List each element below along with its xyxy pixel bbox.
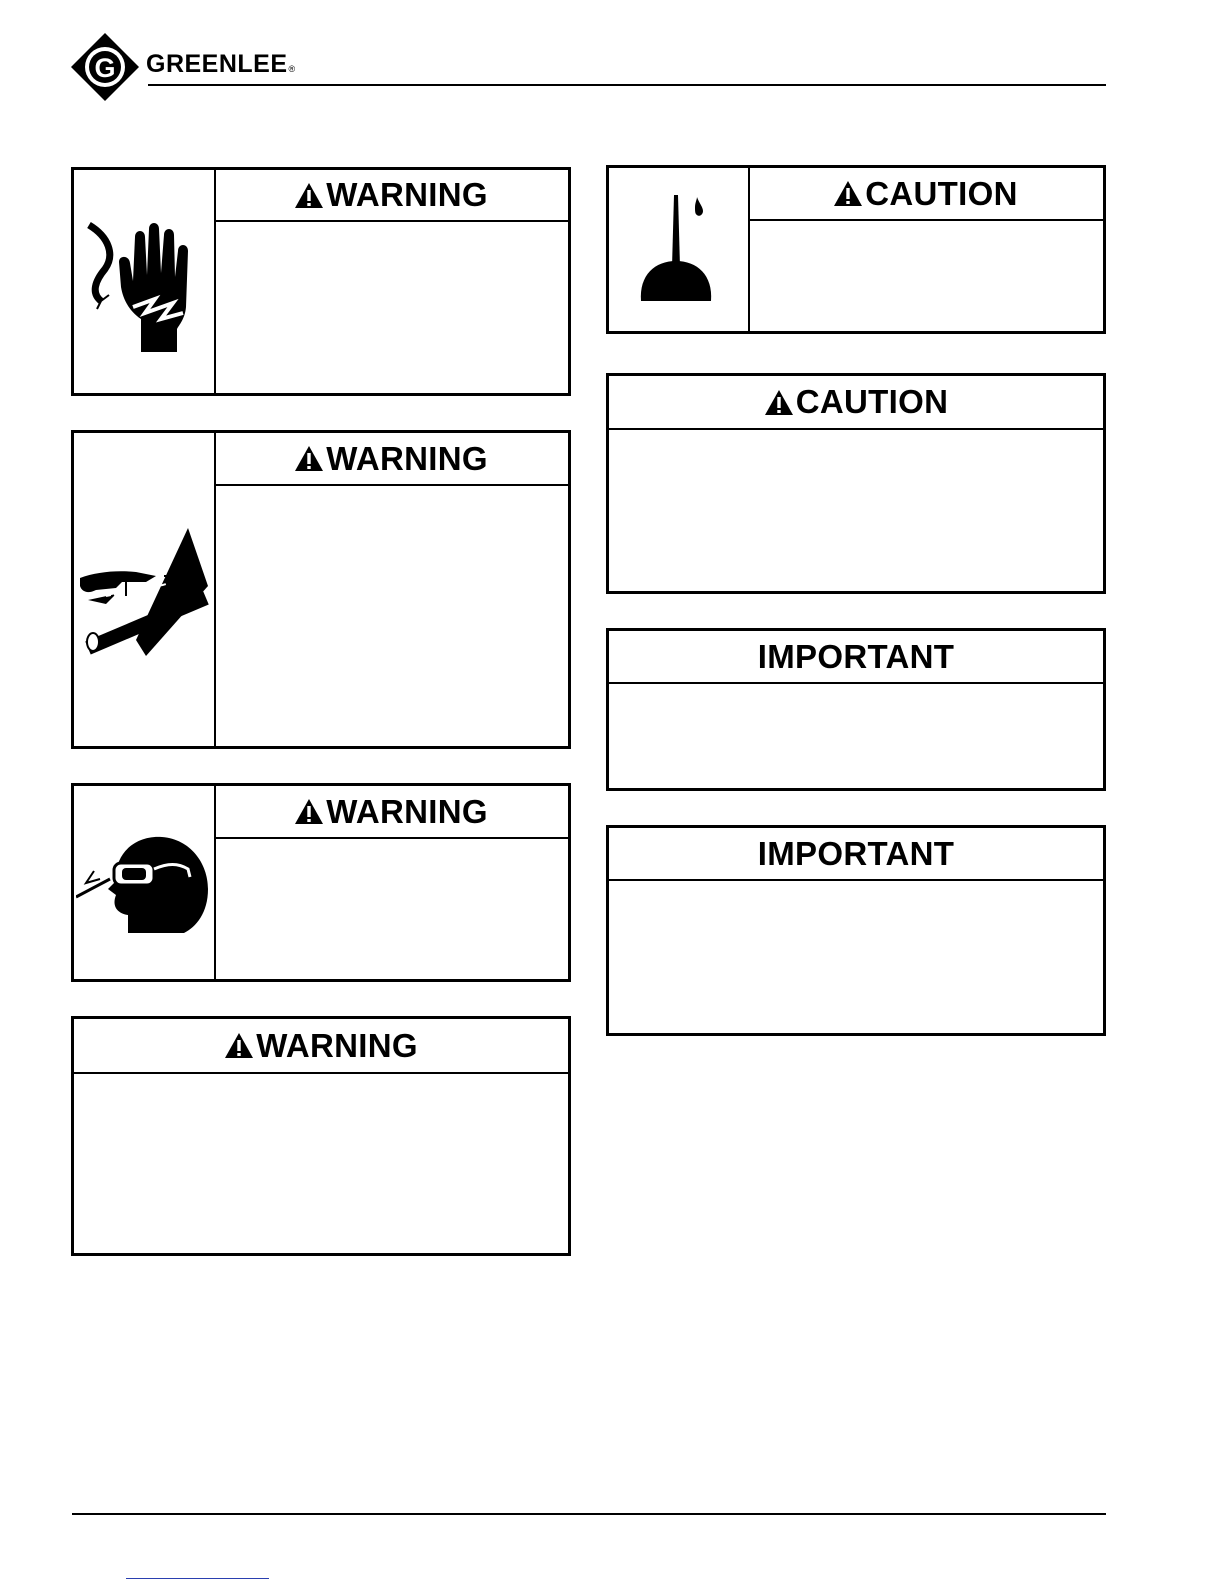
- warning-box-general: [71, 1016, 571, 1256]
- signal-word: CAUTION: [795, 383, 949, 420]
- safety-alert-icon: [833, 180, 863, 207]
- important-text-area: [609, 879, 1103, 1033]
- signal-word-header: [214, 433, 568, 486]
- important-box-1: [606, 628, 1106, 791]
- warning-box-eye-protection: [71, 783, 571, 982]
- safety-alert-icon: [224, 1032, 254, 1059]
- signal-word-header: [214, 786, 568, 839]
- signal-word-header: [609, 828, 1103, 881]
- important-box-2: [606, 825, 1106, 1036]
- footer-link-underline[interactable]: [126, 1578, 269, 1579]
- caution-box-general: [606, 373, 1106, 594]
- oil-can-icon: [629, 185, 729, 315]
- hydraulic-injection-hand-icon: [76, 520, 212, 660]
- caution-box-lubrication: [606, 165, 1106, 334]
- safety-alert-icon: [294, 445, 324, 472]
- safety-alert-icon: [294, 182, 324, 209]
- header-rule: [148, 84, 1106, 86]
- warning-box-electric-shock: [71, 167, 571, 396]
- footer-rule: [72, 1513, 1106, 1515]
- signal-word: WARNING: [326, 439, 488, 477]
- electric-shock-hand-icon: [79, 207, 209, 357]
- signal-word: CAUTION: [865, 174, 1018, 212]
- caution-text-area: [748, 219, 1103, 331]
- signal-word: WARNING: [326, 176, 488, 213]
- warning-text-area: [214, 220, 568, 393]
- signal-word: WARNING: [326, 792, 488, 830]
- signal-word-header: [609, 631, 1103, 684]
- safety-glasses-head-icon: [76, 823, 212, 943]
- signal-word: IMPORTANT: [757, 834, 955, 872]
- caution-text-area: [609, 428, 1103, 591]
- warning-text-area: [74, 1072, 568, 1253]
- signal-word: IMPORTANT: [757, 637, 955, 675]
- greenlee-logo: [70, 32, 140, 102]
- signal-word-header: [609, 376, 1103, 430]
- brand-name: GREENLEE®: [146, 50, 296, 78]
- signal-word: WARNING: [256, 1026, 418, 1064]
- svg-text:G: G: [94, 53, 116, 83]
- warning-box-injection: [71, 430, 571, 749]
- signal-word-header: [748, 168, 1103, 221]
- safety-alert-icon: [294, 798, 324, 825]
- warning-text-area: [214, 837, 568, 979]
- warning-text-area: [214, 484, 568, 746]
- safety-alert-icon: [764, 389, 794, 416]
- signal-word-header: [74, 1019, 568, 1074]
- important-text-area: [609, 682, 1103, 788]
- signal-word-header: [214, 170, 568, 222]
